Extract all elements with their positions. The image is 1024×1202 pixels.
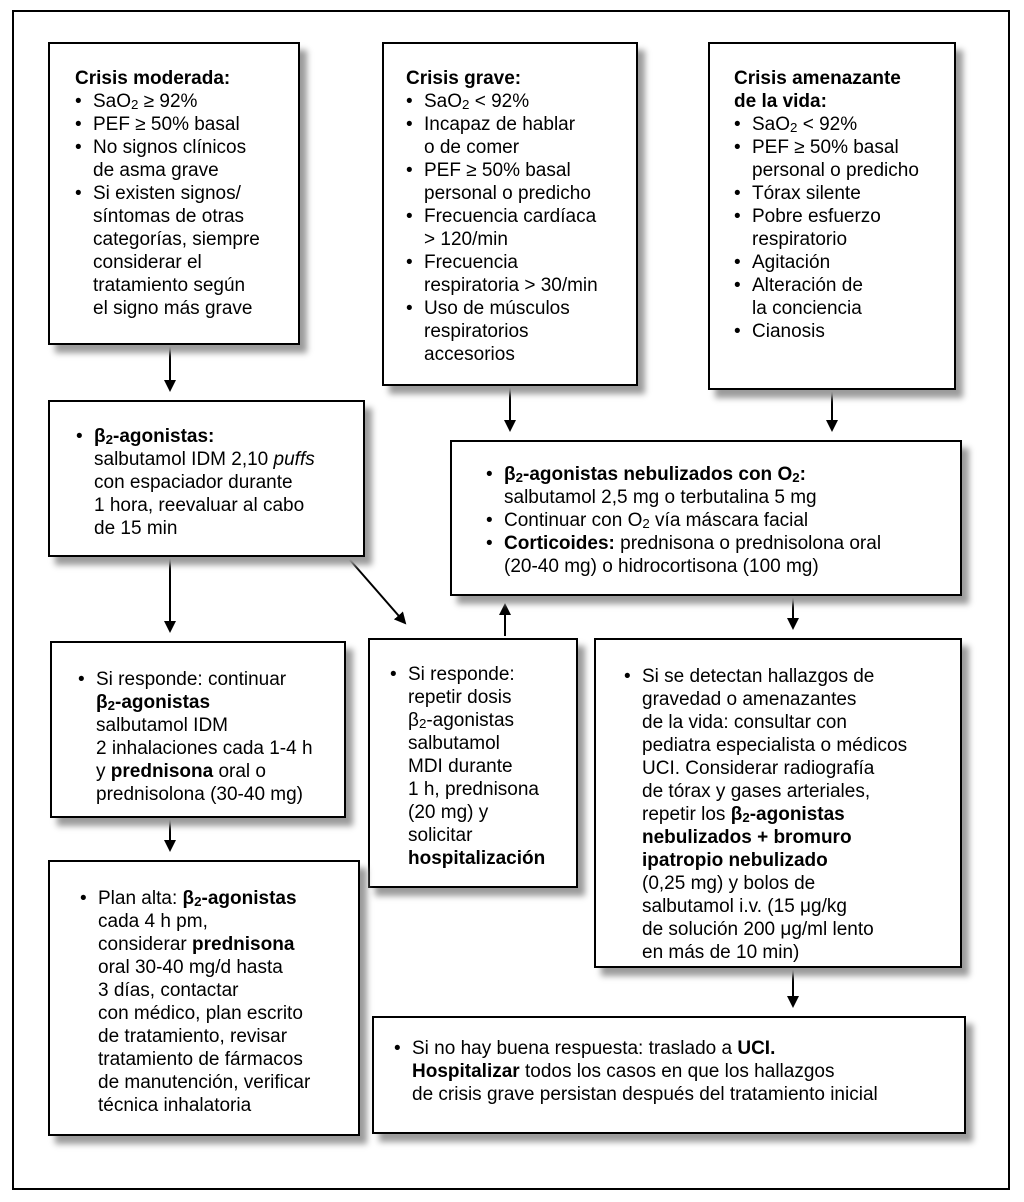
box-crisis-moderada: [48, 42, 300, 345]
bullet-item: [76, 425, 355, 540]
item-text: Plan alta: $\beta_2$-agonistas cada 4 h pm, considerar prednisona oral 30-40 mg/d hasta 3 días, contactar con médico, plan escrito de tratamiento, revisar tratamiento de fármacos de manutención, verificar técnica inhalatoria: [98, 888, 311, 1116]
item-text: No signos clínicos de asma grave: [93, 137, 247, 181]
item-text: SaO$_2$ ≥ 92%: [93, 91, 198, 113]
bullet-icon: •: [486, 464, 493, 485]
item-text: Frecuencia respiratoria > 30/min: [424, 252, 598, 296]
box-title: Crisis grave:: [406, 68, 522, 89]
box-detectan-hallazgos: [594, 638, 962, 968]
box-nebulizados: [450, 440, 962, 596]
box-items: [624, 665, 954, 964]
item-text: Uso de músculos respiratorios accesorios: [424, 298, 570, 365]
bullet-item: [75, 182, 290, 320]
box-items: [76, 425, 355, 540]
bullet-icon: •: [734, 183, 741, 204]
bullet-item: [78, 668, 338, 806]
bullet-icon: •: [75, 114, 82, 135]
item-text: PEF ≥ 50% basal: [93, 114, 240, 135]
box-responde-repetir: [368, 638, 578, 888]
bullet-item: [734, 205, 948, 251]
item-text: Si no hay buena respuesta: traslado a UCI. Hospitalizar todos los casos en que los hallazgos de crisis grave persistan después del tratamiento inicial: [412, 1038, 878, 1105]
item-text: $\beta_2$-agonistas: salbutamol IDM 2,10 puffs con espaciador durante 1 hora, reevaluar al cabo de 15 min: [94, 426, 315, 539]
box-plan-alta: [48, 860, 360, 1136]
bullet-item: [406, 251, 630, 297]
bullet-icon: •: [390, 664, 397, 685]
bullet-item: [486, 463, 950, 509]
item-text: Agitación: [752, 252, 831, 273]
bullet-icon: •: [486, 510, 493, 531]
bullet-icon: •: [75, 91, 82, 112]
bullet-icon: •: [394, 1038, 401, 1059]
bullet-icon: •: [75, 183, 82, 204]
item-text: $\beta_2$-agonistas nebulizados con $O_2$: salbutamol 2,5 mg o terbutalina 5 mg: [504, 464, 817, 508]
item-text: Continuar con $O_2$ vía máscara facial: [504, 510, 809, 532]
bullet-item: [734, 182, 948, 205]
bullet-icon: •: [406, 114, 413, 135]
bullet-icon: •: [624, 666, 631, 687]
bullet-icon: •: [406, 252, 413, 273]
item-text: Si existen signos/ síntomas de otras categorías, siempre considerar el tratamiento según el signo más grave: [93, 183, 260, 319]
item-text: Corticoides: prednisona o prednisolona oral (20-40 mg) o hidrocortisona (100 mg): [504, 533, 882, 577]
bullet-icon: •: [734, 206, 741, 227]
item-text: Si responde: repetir dosis $\beta_2$-agonistas salbutamol MDI durante 1 h, prednisona (20 mg) y solicitar hospitalización: [408, 664, 546, 869]
bullet-icon: •: [734, 252, 741, 273]
bullet-item: [390, 663, 572, 870]
item-text: Incapaz de hablar o de comer: [424, 114, 576, 158]
bullet-icon: •: [80, 888, 87, 909]
box-responde-continuar: [50, 641, 346, 818]
item-text: Si se detectan hallazgos de gravedad o amenazantes de la vida: consultar con pediatra especialista o médicos UCI. Considerar radiografía de tórax y gases arteriales, repetir los $\beta_2$-agonistas nebulizados + bromuro ipatropio nebulizado (0,25 mg) y bolos de salbutamol i.v. (15 μg/kg de solución 200 μg/ml lento en más de 10 min): [642, 666, 908, 963]
bullet-item: [406, 90, 630, 113]
box-title: Crisis amenazante de la vida:: [734, 68, 901, 112]
box-items: [394, 1037, 956, 1106]
bullet-icon: •: [406, 206, 413, 227]
bullet-item: [734, 251, 948, 274]
bullet-icon: •: [76, 426, 83, 447]
bullet-item: [734, 113, 948, 136]
bullet-item: [75, 90, 290, 113]
bullet-icon: •: [406, 298, 413, 319]
bullet-item: [734, 274, 948, 320]
bullet-icon: •: [406, 91, 413, 112]
item-text: SaO$_2$ < 92%: [752, 114, 858, 136]
box-title: Crisis moderada:: [75, 68, 231, 89]
bullet-item: [75, 113, 290, 136]
box-beta-agonistas: [48, 400, 365, 557]
box-items: [390, 663, 572, 870]
item-text: Pobre esfuerzo respiratorio: [752, 206, 881, 250]
bullet-item: [406, 159, 630, 205]
bullet-icon: •: [734, 275, 741, 296]
bullet-icon: •: [734, 137, 741, 158]
bullet-item: [734, 136, 948, 182]
box-crisis-amenazante: [708, 42, 956, 390]
bullet-icon: •: [734, 114, 741, 135]
box-items: [78, 668, 338, 806]
bullet-item: [80, 887, 352, 1117]
bullet-icon: •: [75, 137, 82, 158]
box-crisis-grave: [382, 42, 638, 386]
item-text: Tórax silente: [752, 183, 861, 204]
box-items: [75, 90, 290, 320]
item-text: SaO$_2$ < 92%: [424, 91, 530, 113]
box-items: [80, 887, 352, 1117]
bullet-item: [486, 532, 950, 578]
box-items: [486, 463, 950, 578]
bullet-icon: •: [78, 669, 85, 690]
bullet-item: [486, 509, 950, 532]
box-no-respuesta-uci: [372, 1016, 966, 1134]
item-text: Alteración de la conciencia: [752, 275, 863, 319]
item-text: Cianosis: [752, 321, 825, 342]
item-text: Frecuencia cardíaca > 120/min: [424, 206, 597, 250]
bullet-icon: •: [406, 160, 413, 181]
bullet-item: [394, 1037, 956, 1106]
bullet-item: [734, 320, 948, 343]
item-text: Si responde: continuar $\beta_2$-agonistas salbutamol IDM 2 inhalaciones cada 1-4 h y prednisona oral o prednisolona (30-40 mg): [96, 669, 313, 805]
bullet-item: [75, 136, 290, 182]
bullet-item: [406, 205, 630, 251]
box-items: [734, 113, 948, 343]
bullet-item: [624, 665, 954, 964]
bullet-item: [406, 113, 630, 159]
bullet-item: [406, 297, 630, 366]
box-items: [406, 90, 630, 366]
item-text: PEF ≥ 50% basal personal o predicho: [752, 137, 919, 181]
bullet-icon: •: [734, 321, 741, 342]
item-text: PEF ≥ 50% basal personal o predicho: [424, 160, 591, 204]
bullet-icon: •: [486, 533, 493, 554]
